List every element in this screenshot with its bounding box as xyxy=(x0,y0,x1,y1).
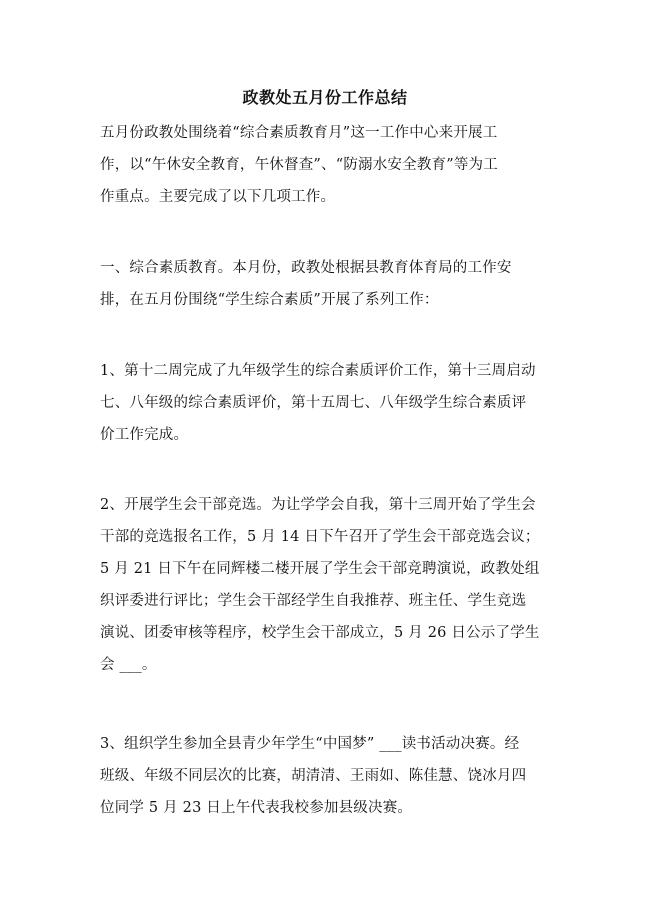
paragraph-line: 作，以“午休安全教育，午休督查”、“防溺水安全教育”等为工 xyxy=(100,157,498,173)
paragraph-line: 会 ___。 xyxy=(100,657,157,673)
paragraph-item-3 xyxy=(100,728,560,824)
paragraph-intro xyxy=(100,117,560,213)
paragraph-line: 作重点。主要完成了以下几项工作。 xyxy=(100,189,336,205)
paragraph-section-1 xyxy=(100,252,560,316)
paragraph-item-1 xyxy=(100,355,560,451)
paragraph-line: 1、第十二周完成了九年级学生的综合素质评价工作，第十三周启动 xyxy=(100,363,536,379)
paragraph-line: 班级、年级不同层次的比赛，胡清清、王雨如、陈佳慧、饶冰月四 xyxy=(100,768,527,784)
paragraph-line: 演说、团委审核等程序，校学生会干部成立，5 月 26 日公示了学生 xyxy=(100,625,540,641)
paragraph-line: 位同学 5 月 23 日上午代表我校参加县级决赛。 xyxy=(100,800,413,816)
paragraph-line: 5 月 21 日下午在同辉楼二楼开展了学生会干部竞聘演说，政教处组 xyxy=(100,561,540,577)
paragraph-line: 七、八年级的综合素质评价，第十五周七、八年级学生综合素质评 xyxy=(100,395,527,411)
paragraph-line: 织评委进行评比；学生会干部经学生自我推荐、班主任、学生竞选 xyxy=(100,593,527,609)
paragraph-line: 价工作完成。 xyxy=(100,427,189,443)
paragraph-item-2 xyxy=(100,489,560,681)
paragraph-line: 一、综合素质教育。本月份，政教处根据县教育体育局的工作安 xyxy=(100,260,512,276)
paragraph-line: 干部的竞选报名工作，5 月 14 日下午召开了学生会干部竞选会议； xyxy=(100,529,540,545)
paragraph-line: 3、组织学生参加全县青少年学生“中国梦” ___读书活动决赛。经 xyxy=(100,736,520,752)
paragraph-line: 五月份政教处围绕着“综合素质教育月”这一工作中心来开展工 xyxy=(100,125,498,141)
paragraph-line: 排，在五月份围绕“学生综合素质”开展了系列工作： xyxy=(100,292,439,308)
document-title: 政教处五月份工作总结 xyxy=(242,88,408,107)
paragraph-line: 2、开展学生会干部竞选。为让学学会自我，第十三周开始了学生会 xyxy=(100,497,536,513)
